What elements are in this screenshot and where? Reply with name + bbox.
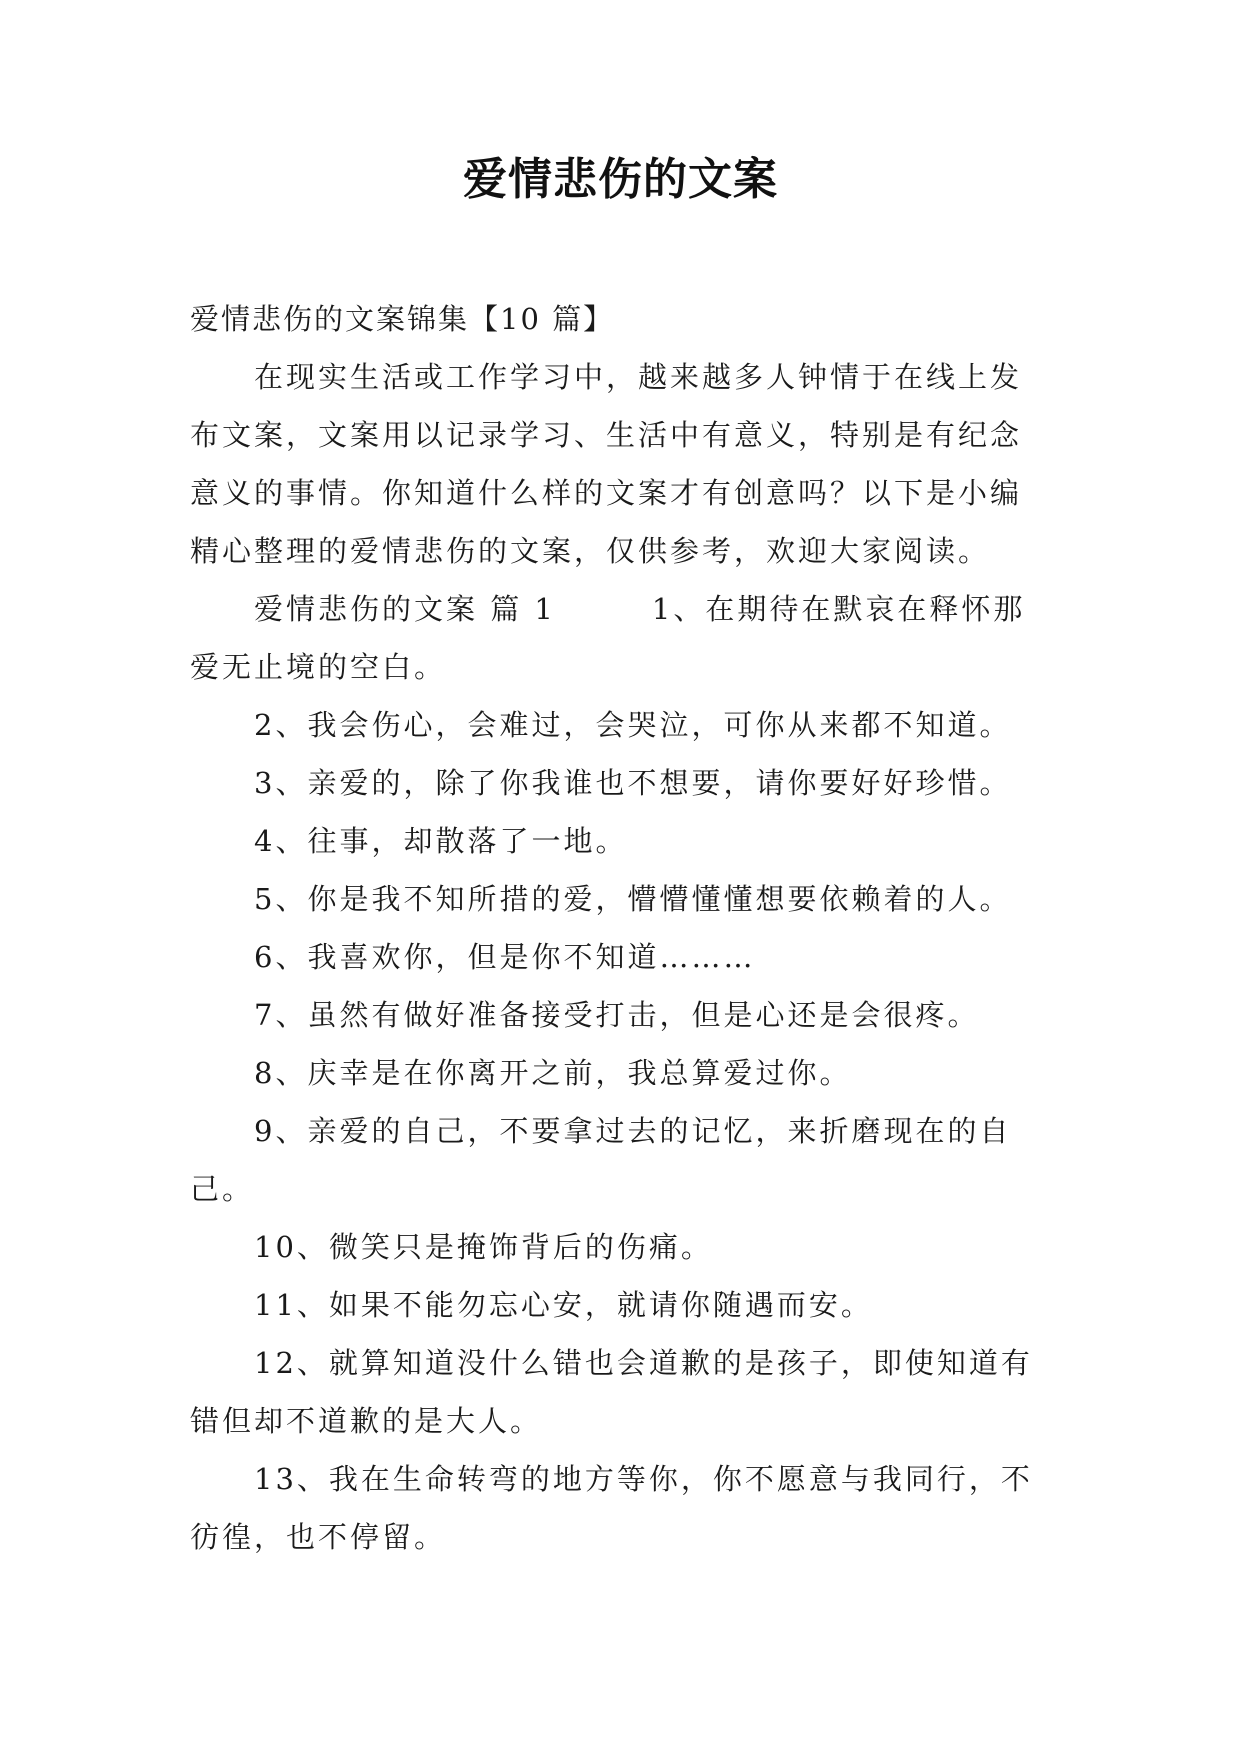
list-item: 10、微笑只是掩饰背后的伤痛。 bbox=[254, 1230, 713, 1264]
list-item: 4、往事，却散落了一地。 bbox=[254, 824, 628, 858]
page-title: 爱情悲伤的文案 bbox=[463, 154, 778, 205]
list-item: 5、你是我不知所措的爱，懵懵懂懂想要依赖着的人。 bbox=[254, 882, 1012, 916]
collection-heading: 爱情悲伤的文案锦集【10 篇】 bbox=[190, 302, 615, 336]
list-item: 9、亲爱的自己，不要拿过去的记忆，来折磨现在的自己。 bbox=[190, 1114, 1012, 1206]
list-item: 13、我在生命转弯的地方等你，你不愿意与我同行，不彷徨，也不停留。 bbox=[190, 1462, 1033, 1554]
list-item: 6、我喜欢你，但是你不知道……… bbox=[254, 940, 756, 974]
list-item: 11、如果不能勿忘心安，就请你随遇而安。 bbox=[254, 1288, 873, 1322]
section-line: 爱情悲伤的文案 篇 1 1、在期待在默哀在释怀那爱无止境的空白。 bbox=[190, 592, 1026, 684]
list-item: 7、虽然有做好准备接受打击，但是心还是会很疼。 bbox=[254, 998, 980, 1032]
intro-paragraph: 在现实生活或工作学习中，越来越多人钟情于在线上发布文案，文案用以记录学习、生活中有意义，特别是有纪念意义的事情。你知道什么样的文案才有创意吗？以下是小编精心整理的爱情悲伤的文案，仅供参考，欢迎大家阅读。 bbox=[190, 360, 1023, 568]
list-item: 12、就算知道没什么错也会道歉的是孩子，即使知道有错但却不道歉的是大人。 bbox=[190, 1346, 1033, 1438]
document-body bbox=[190, 290, 1050, 1566]
list-item: 2、我会伤心，会难过，会哭泣，可你从来都不知道。 bbox=[254, 708, 1012, 742]
list-item: 8、庆幸是在你离开之前，我总算爱过你。 bbox=[254, 1056, 852, 1090]
list-item: 3、亲爱的，除了你我谁也不想要，请你要好好珍惜。 bbox=[254, 766, 1012, 800]
